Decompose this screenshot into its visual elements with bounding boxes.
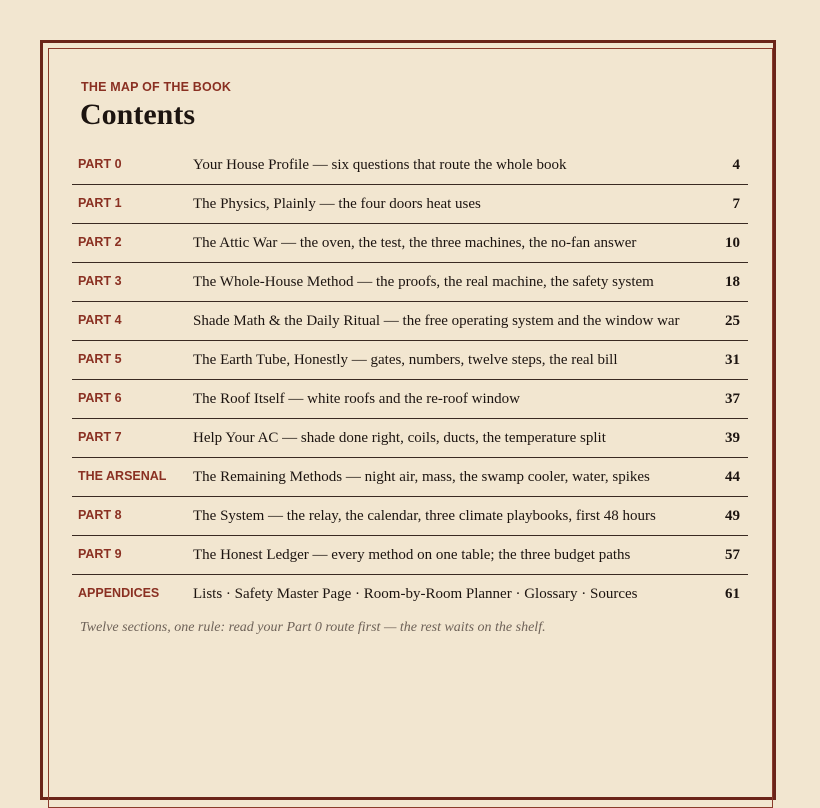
toc-part-label: PART 2 — [78, 235, 122, 249]
toc-page-number: 57 — [725, 547, 740, 563]
toc-entry-title[interactable]: Your House Profile — six questions that route the whole book — [193, 157, 567, 173]
toc-entry-title[interactable]: The Earth Tube, Honestly — gates, numbers, twelve steps, the real bill — [193, 352, 618, 368]
toc-entry-title[interactable]: The Roof Itself — white roofs and the re-roof window — [193, 391, 520, 407]
toc-row[interactable] — [72, 459, 748, 497]
toc-page-number: 39 — [725, 430, 740, 446]
toc-entry-title[interactable]: The Remaining Methods — night air, mass, the swamp cooler, water, spikes — [193, 469, 650, 485]
toc-page-number: 18 — [725, 274, 740, 290]
toc-entry-title[interactable]: The System — the relay, the calendar, three climate playbooks, first 48 hours — [193, 508, 656, 524]
toc-part-label: PART 8 — [78, 508, 122, 522]
toc-entry-title[interactable]: The Attic War — the oven, the test, the three machines, the no-fan answer — [193, 235, 637, 251]
toc-page-number: 49 — [725, 508, 740, 524]
toc-part-label: PART 5 — [78, 352, 122, 366]
toc-entry-title[interactable]: Help Your AC — shade done right, coils, ducts, the temperature split — [193, 430, 606, 446]
toc-page-number: 7 — [732, 196, 740, 212]
toc-row[interactable] — [72, 186, 748, 224]
toc-page-number: 10 — [725, 235, 740, 251]
footnote: Twelve sections, one rule: read your Part 0 route first — the rest waits on the shelf. — [80, 620, 546, 635]
toc-part-label: PART 6 — [78, 391, 122, 405]
toc-row[interactable] — [72, 420, 748, 458]
toc-part-label: PART 4 — [78, 313, 122, 327]
toc-page-number: 4 — [732, 157, 740, 173]
toc-part-label: PART 0 — [78, 157, 122, 171]
toc-entry-title[interactable]: The Physics, Plainly — the four doors heat uses — [193, 196, 481, 212]
toc-row[interactable] — [72, 381, 748, 419]
toc-part-label: THE ARSENAL — [78, 469, 167, 483]
toc-entry-title[interactable]: Lists · Safety Master Page · Room-by-Room Planner · Glossary · Sources — [193, 586, 638, 602]
toc-part-label: PART 1 — [78, 196, 122, 210]
toc-row[interactable] — [72, 147, 748, 185]
toc-row[interactable] — [72, 225, 748, 263]
toc-entry-title[interactable]: The Whole-House Method — the proofs, the real machine, the safety system — [193, 274, 654, 290]
toc-page-number: 25 — [725, 313, 740, 329]
section-kicker: THE MAP OF THE BOOK — [81, 80, 232, 94]
toc-page-number: 61 — [725, 586, 740, 602]
toc-page-number: 37 — [725, 391, 740, 407]
toc-row[interactable] — [72, 576, 748, 613]
toc-row[interactable] — [72, 264, 748, 302]
toc-entry-title[interactable]: Shade Math & the Daily Ritual — the free operating system and the window war — [193, 313, 680, 329]
toc-part-label: PART 3 — [78, 274, 122, 288]
toc-part-label: APPENDICES — [78, 586, 160, 600]
toc-page-number: 31 — [725, 352, 740, 368]
page-title: Contents — [80, 98, 196, 131]
toc-entry-title[interactable]: The Honest Ledger — every method on one table; the three budget paths — [193, 547, 631, 563]
toc-row[interactable] — [72, 303, 748, 341]
toc-page-number: 44 — [725, 469, 740, 485]
toc-part-label: PART 9 — [78, 547, 122, 561]
table-of-contents — [72, 147, 748, 614]
toc-row[interactable] — [72, 342, 748, 380]
toc-part-label: PART 7 — [78, 430, 122, 444]
toc-row[interactable] — [72, 537, 748, 575]
toc-row[interactable] — [72, 498, 748, 536]
